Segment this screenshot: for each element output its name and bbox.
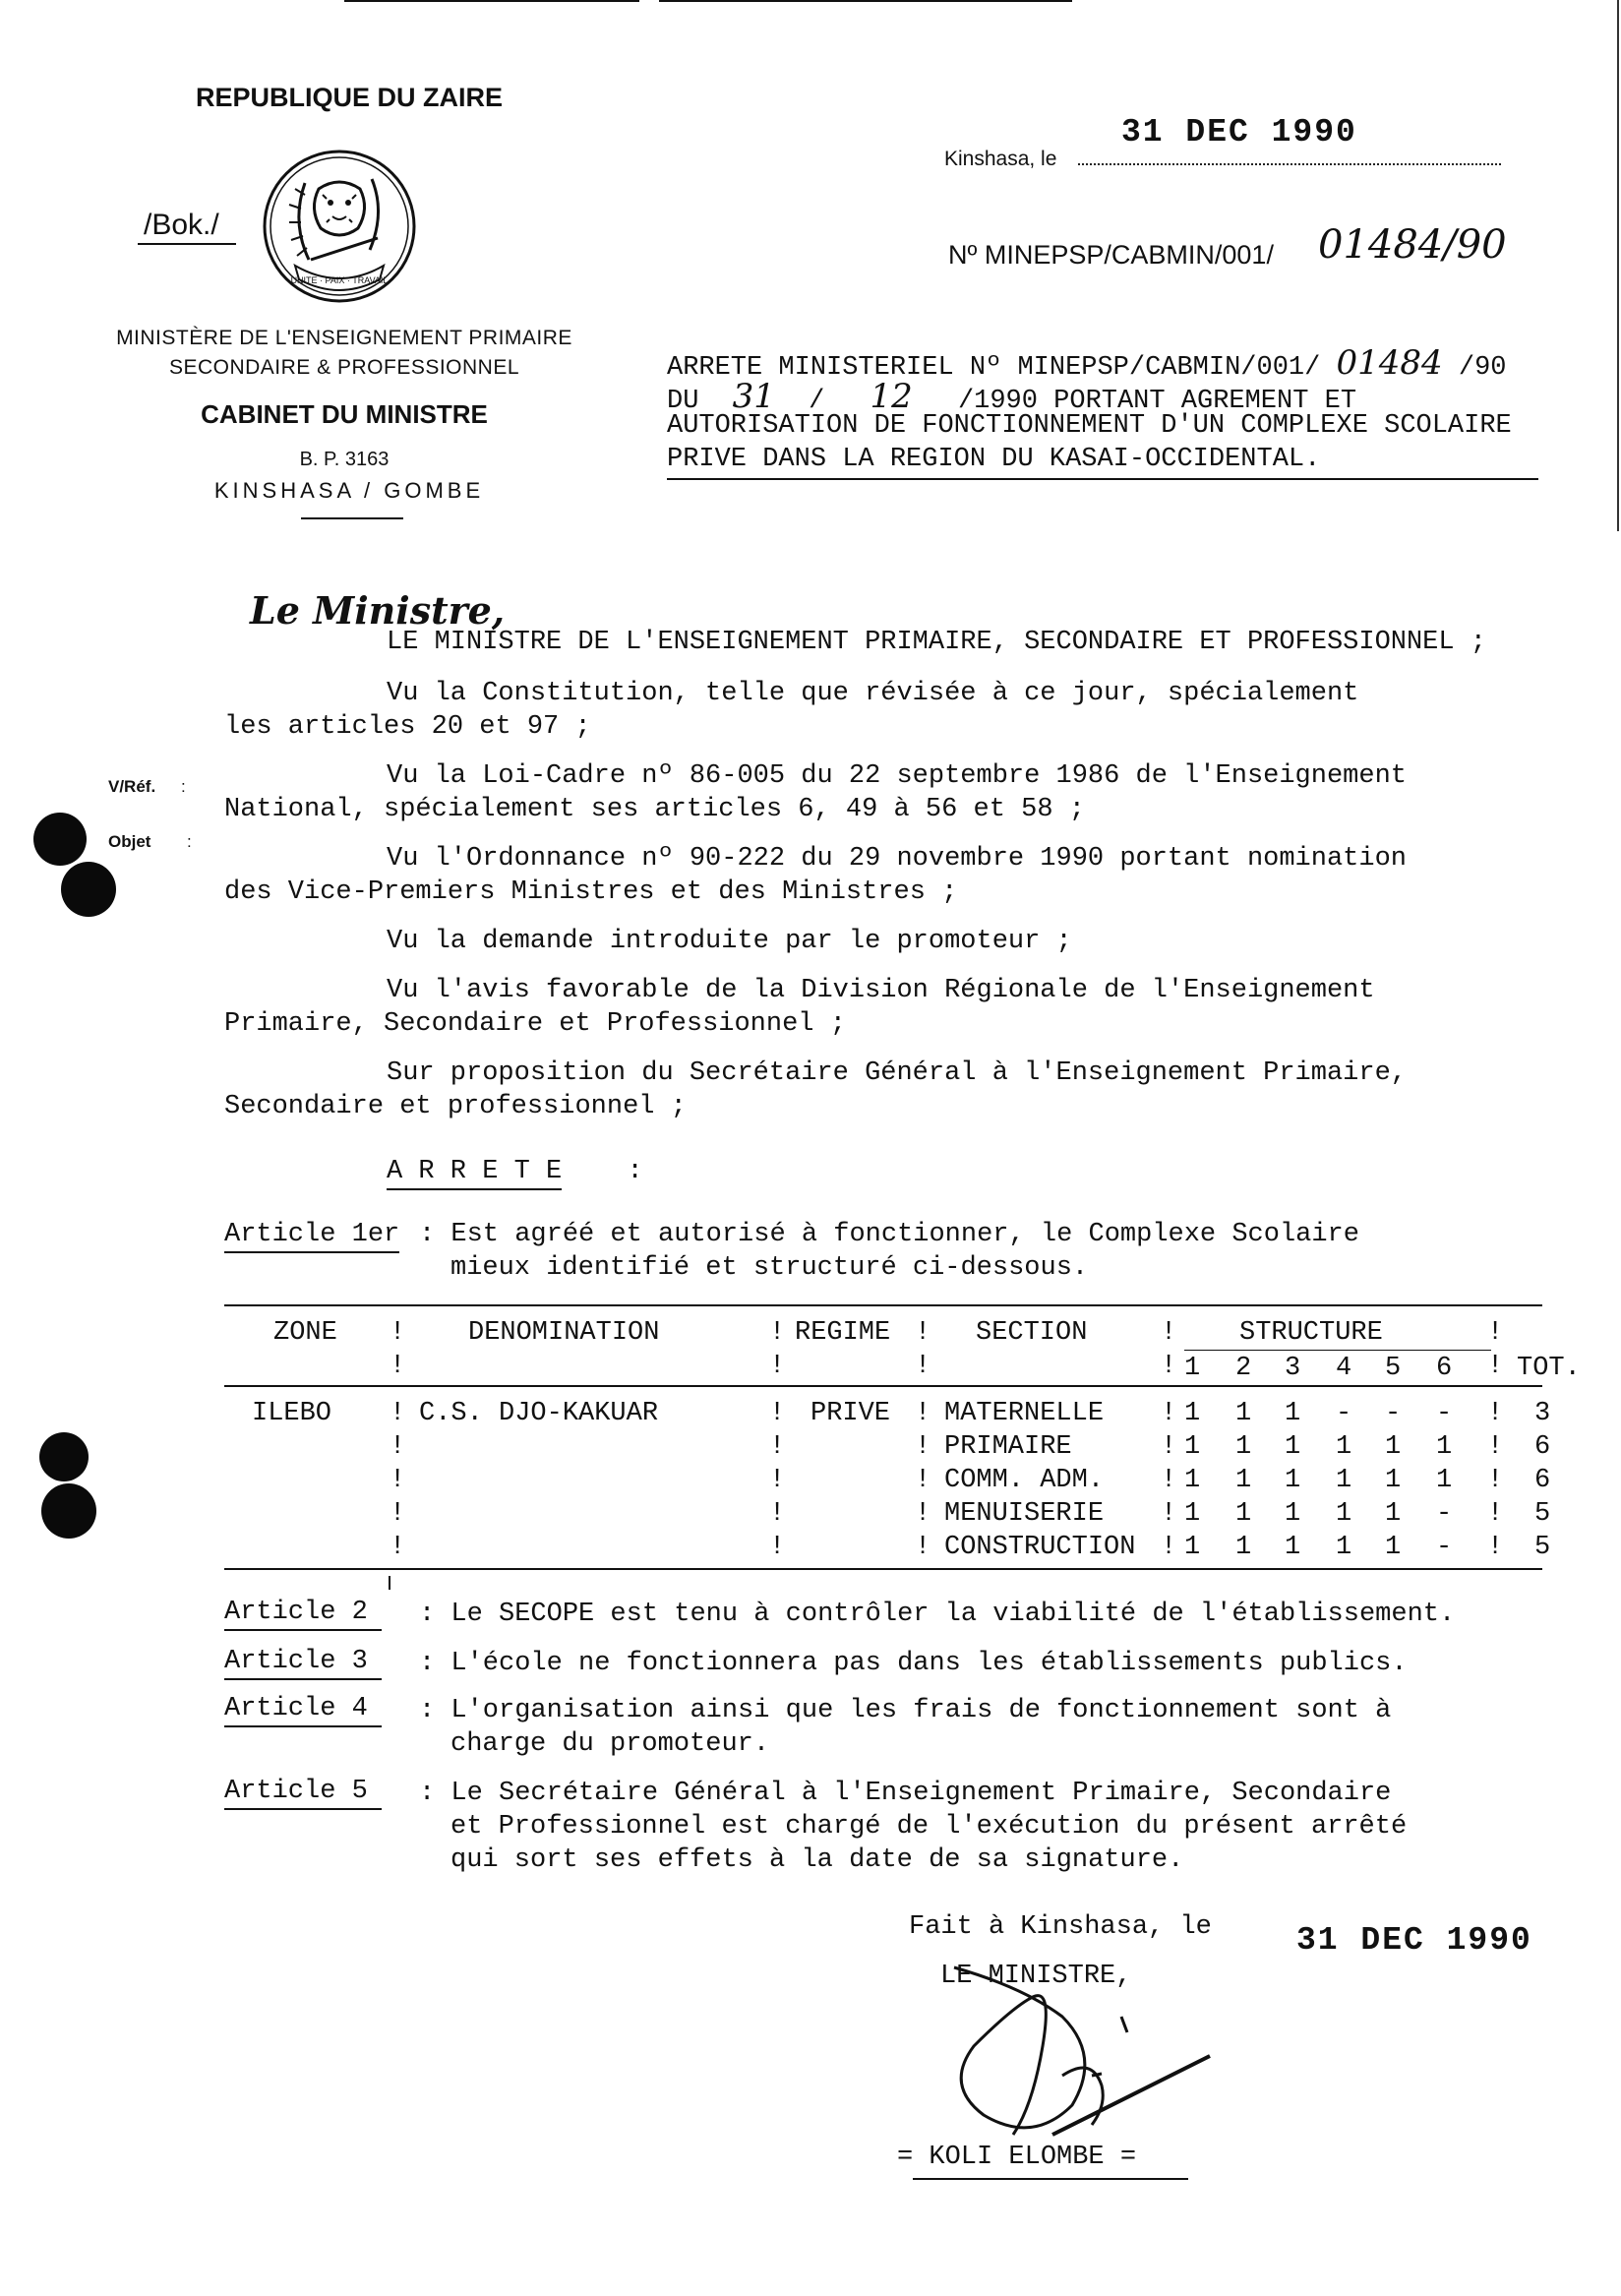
header-separator-marks: ! [915,1318,931,1348]
header-separator-marks: ! [769,1318,786,1348]
document-number-handwritten: 01484/90 [1318,222,1507,268]
vu-loi-cadre-line1: Vu la Loi-Cadre nº 86-005 du 22 septembre 1986 de l'Enseignement [387,761,1407,791]
table-cell-total: 6 [1534,1466,1551,1495]
object-label: Objet [108,832,151,851]
table-cell-year-2: 1 [1235,1466,1252,1495]
header-separator-marks: ! [769,1352,786,1381]
article-3-label: Article 3 [224,1649,382,1675]
scan-artifact-line [659,0,1072,2]
col-header-section: SECTION [976,1318,1088,1348]
place-date-label: Kinshasa, le [944,148,1057,170]
decree-title-line3: AUTORISATION DE FONCTIONNEMENT D'UN COMPLEXE SCOLAIRE [667,411,1512,441]
table-cell-regime: PRIVE [810,1399,891,1428]
table-cell-year-4: 1 [1336,1466,1352,1495]
table-cell-year-5: - [1385,1399,1402,1428]
header-separator-marks: ! [1161,1318,1177,1348]
page-edge-line [1617,0,1619,531]
reference-underline [138,243,236,245]
header-date-stamp: 31 DEC 1990 [1121,114,1357,151]
table-cell-year-5: 1 [1385,1499,1402,1529]
punch-hole [39,1432,89,1481]
table-cell-year-5: 1 [1385,1533,1402,1562]
table-cell-year-2: 1 [1235,1499,1252,1529]
table-separator-mark: ! [1161,1533,1177,1562]
table-cell-year-2: 1 [1235,1533,1252,1562]
table-separator-mark: ! [1161,1466,1177,1495]
table-cell-year-4: 1 [1336,1499,1352,1529]
punch-hole [33,813,87,866]
city-district: KINSHASA / GOMBE [213,478,485,503]
col-header-regime: REGIME [795,1318,891,1348]
col-header-tot: TOT. [1517,1354,1581,1383]
col-header-denomination: DENOMINATION [468,1318,660,1348]
table-bottom-rule [224,1568,1542,1570]
vu-constitution-line1: Vu la Constitution, telle que révisée à ce jour, spécialement [387,679,1359,708]
table-separator-mark: ! [915,1432,931,1462]
table-separator-mark: ! [390,1432,406,1462]
header-separator-marks: ! [1487,1352,1504,1381]
object-colon: : [187,832,192,851]
vu-ordonnance-line2: des Vice-Premiers Ministres et des Ministres ; [224,877,958,907]
table-separator-mark: ! [1161,1399,1177,1428]
header-separator-marks: ! [390,1352,406,1381]
reference-handwritten: /Bok./ [144,209,219,241]
structure-year-3: 3 [1285,1354,1301,1383]
le-ministre-title: LE MINISTRE, [940,1962,1132,1991]
scan-artifact-line [344,0,639,2]
sur-proposition-line2: Secondaire et professionnel ; [224,1092,687,1121]
vu-avis-line1: Vu l'avis favorable de la Division Régionale de l'Enseignement [387,976,1375,1005]
structure-year-5: 5 [1385,1354,1402,1383]
table-cell-year-1: 1 [1184,1466,1201,1495]
article-1-label: Article 1er [224,1222,399,1248]
table-cell-total: 5 [1534,1499,1551,1529]
decree-title-line1: ARRETE MINISTERIEL Nº MINEPSP/CABMIN/001/ 01484 /90 [667,343,1507,383]
structure-year-2: 2 [1235,1354,1252,1383]
structure-year-1: 1 [1184,1354,1201,1383]
table-cell-year-3: 1 [1285,1533,1301,1562]
signatory-underline [913,2178,1188,2180]
table-cell-year-6: 1 [1436,1432,1453,1462]
table-separator-mark: ! [769,1466,786,1495]
table-separator-mark: ! [1487,1499,1504,1529]
table-cell-year-3: 1 [1285,1432,1301,1462]
table-cell-year-5: 1 [1385,1466,1402,1495]
table-separator-mark: ! [915,1533,931,1562]
table-separator-mark: ! [915,1499,931,1529]
header-separator-marks: ! [1487,1318,1504,1348]
decree-title-underline [667,478,1538,480]
table-cell-total: 5 [1534,1533,1551,1562]
article-5-text-line3: qui sort ses effets à la date de sa signature. [450,1845,1184,1875]
table-cell-total: 3 [1534,1399,1551,1428]
header-separator [301,517,403,519]
article-3-text: : L'école ne fonctionnera pas dans les établissements publics. [419,1649,1408,1678]
article-4-label: Article 4 [224,1696,382,1722]
sur-proposition-line1: Sur proposition du Secrétaire Général à l'Enseignement Primaire, [387,1058,1407,1088]
national-emblem-seal [262,144,417,309]
table-separator-mark: ! [1487,1432,1504,1462]
decree-title-line2: DU 31 / 12 /1990 PORTANT AGREMENT ET [667,377,1357,416]
structure-year-6: 6 [1436,1354,1453,1383]
table-cell-section: COMM. ADM. [944,1466,1105,1495]
place-date-dotted-line [1078,163,1501,165]
table-cell-year-2: 1 [1235,1399,1252,1428]
table-separator-mark: ! [915,1466,931,1495]
structure-underline [1184,1350,1491,1351]
republic-heading: REPUBLIQUE DU ZAIRE [195,83,504,112]
table-separator-mark: ! [390,1466,406,1495]
structure-year-4: 4 [1336,1354,1352,1383]
table-cell-year-1: 1 [1184,1399,1201,1428]
vu-avis-line2: Primaire, Secondaire et Professionnel ; [224,1009,846,1039]
table-cell-total: 6 [1534,1432,1551,1462]
table-separator-mark: ! [915,1399,931,1428]
article-2-text: : Le SECOPE est tenu à contrôler la viabilité de l'établissement. [419,1600,1456,1629]
table-cell-year-2: 1 [1235,1432,1252,1462]
table-cell-year-6: - [1436,1499,1453,1529]
arrete-heading: A R R E T E : [387,1159,643,1185]
table-cell-year-1: 1 [1184,1499,1201,1529]
table-cell-year-6: 1 [1436,1466,1453,1495]
article-5-text-line1: : Le Secrétaire Général à l'Enseignement Primaire, Secondaire [419,1779,1392,1808]
cabinet-heading: CABINET DU MINISTRE [201,399,488,429]
table-cell-year-6: - [1436,1399,1453,1428]
table-cell-zone: ILEBO [252,1399,332,1428]
table-cell-year-3: 1 [1285,1399,1301,1428]
col-header-structure: STRUCTURE [1239,1318,1383,1348]
decree-title-line4: PRIVE DANS LA REGION DU KASAI-OCCIDENTAL. [667,445,1321,474]
table-cell-year-1: 1 [1184,1432,1201,1462]
article-5-label: Article 5 [224,1779,382,1805]
ministry-name-line1: MINISTÈRE DE L'ENSEIGNEMENT PRIMAIRE [116,327,572,349]
table-cell-year-3: 1 [1285,1466,1301,1495]
table-cell-section: PRIMAIRE [944,1432,1072,1462]
header-separator-marks: ! [915,1352,931,1381]
table-separator-mark: ! [769,1432,786,1462]
ref-colon: : [181,777,186,796]
table-header-rule [224,1385,1542,1387]
article-1-text-line1: : Est agréé et autorisé à fonctionner, le Complexe Scolaire [419,1220,1359,1249]
ministry-name-line2: SECONDAIRE & PROFESSIONNEL [168,356,520,379]
table-top-rule [224,1304,1542,1306]
table-separator-mark: ! [1161,1499,1177,1529]
punch-hole [41,1483,96,1539]
table-separator-mark: ! [390,1499,406,1529]
vu-ordonnance-line1: Vu l'Ordonnance nº 90-222 du 29 novembre 1990 portant nomination [387,844,1407,874]
table-cell-year-5: 1 [1385,1432,1402,1462]
table-separator-mark: ! [769,1533,786,1562]
table-cell-year-6: - [1436,1533,1453,1562]
vu-loi-cadre-line2: National, spécialement ses articles 6, 49 à 56 et 58 ; [224,795,1085,824]
le-ministre-handwritten: Le Ministre, [250,588,506,633]
table-separator-mark: ! [769,1499,786,1529]
table-cell-year-4: 1 [1336,1432,1352,1462]
table-stray-mark [389,1576,390,1590]
table-separator-mark: ! [769,1399,786,1428]
article-4-text-line2: charge du promoteur. [450,1729,770,1759]
signatory-name: = KOLI ELOMBE = [897,2143,1137,2172]
table-separator-mark: ! [1487,1466,1504,1495]
punch-hole [61,862,116,917]
po-box: B. P. 3163 [299,449,390,470]
handwritten-signature [915,1958,1230,2154]
table-cell-section: MATERNELLE [944,1399,1105,1428]
signature-date-stamp: 31 DEC 1990 [1296,1922,1532,1959]
seal-motto-text: UNITE · PAIX · TRAVAIL [290,275,389,285]
fait-a-kinshasa: Fait à Kinshasa, le [909,1912,1212,1942]
table-cell-year-3: 1 [1285,1499,1301,1529]
header-separator-marks: ! [390,1318,406,1348]
vu-demande-line: Vu la demande introduite par le promoteur ; [387,927,1072,956]
article-1-text-line2: mieux identifié et structuré ci-dessous. [450,1253,1089,1283]
col-header-zone: ZONE [273,1318,337,1348]
table-separator-mark: ! [390,1533,406,1562]
table-cell-section: MENUISERIE [944,1499,1105,1529]
vu-constitution-line2: les articles 20 et 97 ; [224,712,591,742]
document-number-label: Nº MINEPSP/CABMIN/001/ [948,240,1274,270]
ref-label: V/Réf. [108,777,156,796]
table-cell-year-1: 1 [1184,1533,1201,1562]
article-4-text-line1: : L'organisation ainsi que les frais de fonctionnement sont à [419,1696,1392,1725]
minister-title-line: LE MINISTRE DE L'ENSEIGNEMENT PRIMAIRE, SECONDAIRE ET PROFESSIONNEL ; [387,628,1486,657]
table-cell-section: CONSTRUCTION [944,1533,1136,1562]
table-cell-year-4: - [1336,1399,1352,1428]
article-5-text-line2: et Professionnel est chargé de l'exécution du présent arrêté [450,1812,1408,1842]
header-separator-marks: ! [1161,1352,1177,1381]
table-separator-mark: ! [1487,1533,1504,1562]
table-cell-denomination: C.S. DJO-KAKUAR [419,1399,659,1428]
table-separator-mark: ! [1161,1432,1177,1462]
table-cell-year-4: 1 [1336,1533,1352,1562]
table-separator-mark: ! [1487,1399,1504,1428]
article-2-label: Article 2 [224,1600,382,1626]
table-separator-mark: ! [390,1399,406,1428]
